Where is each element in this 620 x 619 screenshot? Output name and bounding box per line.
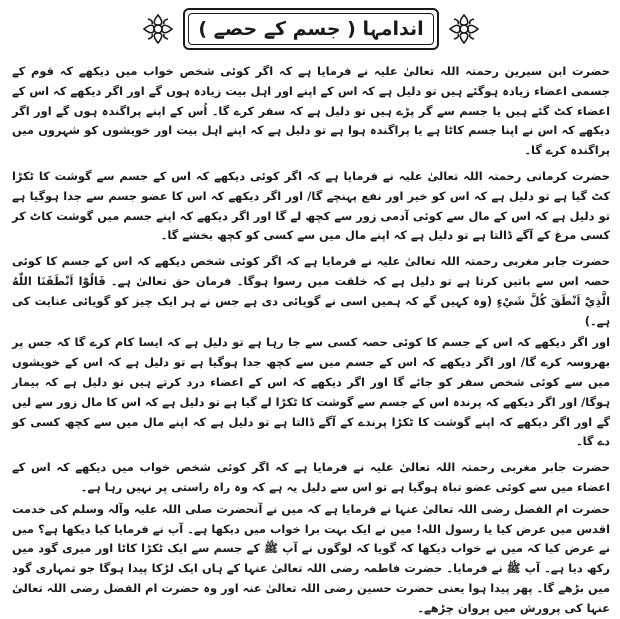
paragraph-jabir-maghribi-speech: حضرت جابر مغربی رحمتہ اللہ تعالیٰ علیہ نے فرمایا ہے کہ اگر کوئی شخص دیکھے کہ اس کے جسم کا کوئی حصہ اس سے باتیں کرتا ہے تو دلیل ہے کہ خلقت میں رسوا ہوگا۔ فرمان حق تعالیٰ ہے۔ قَالُوْٓا اَنْطَقَنَا اللّٰهُ الَّذِيْٓ اَنْطَقَ كُلَّ شَيْءٍ (وہ کہیں گے کہ ہمیں اسی نے گویائی دی ہے جس نے ہر ایک چیز کو گویائی عنایت کی ہے۔) <box>12 254 610 328</box>
paragraph-kirmani: حضرت کرمانی رحمتہ اللہ تعالیٰ علیہ نے فرمایا ہے کہ اگر کوئی دیکھے کہ اس کے جسم سے گوشت کا ٹکڑا کٹ گیا ہے تو دلیل ہے کہ اس کو خیر اور نفع پہنچے گا/ اور اگر دیکھے کہ اس کا عضو جسم سے جدا ہوگیا ہے تو دلیل ہے کہ اس کے مال سے کوئی آدمی زور سے کچھ لے گا اور اگر دیکھے کہ اپنے جسم میں گوشت کاٹ کر کسی مرغ کے آگے ڈالتا ہے تو دلیل ہے کہ اپنے مال میں سے کسی کو کچھ بخشے گا۔ <box>12 168 610 243</box>
paragraph-jabir-maghribi-ruined: حضرت جابر مغربی رحمتہ اللہ تعالیٰ علیہ نے فرمایا ہے کہ اگر کوئی شخص خواب میں دیکھے کہ اس کے اعضاء میں سے کوئی عضو تباہ ہوگیا ہے تو اس سے دلیل یہ ہے کہ وہ راہ راستی پر نہیں رہا ہے۔ <box>12 460 610 494</box>
page-title: اندامہا ( جسم کے حصے ) <box>198 18 424 40</box>
paragraph-ibn-sirin: حضرت ابن سیرین رحمتہ اللہ تعالیٰ علیہ نے فرمایا ہے کہ اگر کوئی شخص خواب میں دیکھے کہ قوم کے جسمی اعضاء زیادہ ہوگئے ہیں تو دلیل ہے کہ اس کے اپنے اور اہل بیت زیادہ ہوں گے اور اگر دیکھے کہ اس کے اعضاء کٹ گئے ہیں یا جسم سے گر پڑے ہیں تو دلیل ہے کہ سفر کرے گا۔ اُس کے اپنے پراگندہ ہوں گے اور اگر دیکھے کہ اس نے اپنا جسم کاٹا ہے یا پراگندہ ہوا ہے تو دلیل ہے کہ اپنے اہل بیت اور خویشوں کو شہروں میں پراگندہ کرے گا۔ <box>12 64 610 158</box>
article-body <box>12 62 610 619</box>
paragraph-umm-al-fadl: حضرت ام الفضل رضی اللہ تعالیٰ عنہا نے فرمایا ہے کہ میں نے آنحضرت صلی اللہ علیہ وآلہ وسلم کی خدمت اقدس میں عرض کیا یا رسول اللہ! میں نے ایک بہت برا خواب میں دیکھا ہے۔ آپ نے فرمایا کیا دیکھا ہے؟ میں نے عرض کیا کہ میں نے خواب دیکھا کہ گویا کہ لوگوں نے آپ ﷺ کے جسم سے ایک ٹکڑا کاٹا اور میری گود میں رکھ دیا ہے۔ آپ ﷺ نے فرمایا۔ حضرت فاطمہ رضی اللہ تعالیٰ عنہا کے ہاں ایک لڑکا پیدا ہوگا جو تمہاری گود میں بڑھے گا۔ پھر پیدا ہوا یعنی حضرت حسین رضی اللہ تعالیٰ عنہ اور وہ حضرت ام الفضل رضی اللہ تعالیٰ عنہا کی پرورش میں پروان چڑھے۔ <box>12 501 610 615</box>
page-title-frame <box>183 8 439 50</box>
floral-ornament-icon <box>447 12 481 46</box>
page-header <box>12 4 610 54</box>
paragraph-body-parts: اور اگر دیکھے کہ اس کے جسم کا کوئی حصہ کسی سے جا رہا ہے تو دلیل ہے کہ ایسا کام کرے گا کہ جس پر بھروسہ کرے گا/ اور اگر دیکھے کہ اس کے جسم میں سے کچھ جدا ہوگیا ہے تو دلیل ہے کہ اس کے خویشوں میں سے کوئی شخص سفر کو جائے گا اور اگر دیکھے کہ اس کے اعضاء درد کرتے ہیں تو دلیل ہے کہ بیمار ہوگا/ اور اگر دیکھے کہ پرندہ اس کے جسم سے گوشت کا ٹکڑا لے گیا ہے تو دلیل ہے کہ اس کا مال زور سے لیں گے اور اگر دیکھے کہ اپنے گوشت کا ٹکڑا پرندے کے آگے ڈالتا ہے تو دلیل ہے کہ اپنے مال میں سے کچھ کسی کو دے گا۔ <box>12 335 610 449</box>
floral-ornament-icon <box>141 12 175 46</box>
